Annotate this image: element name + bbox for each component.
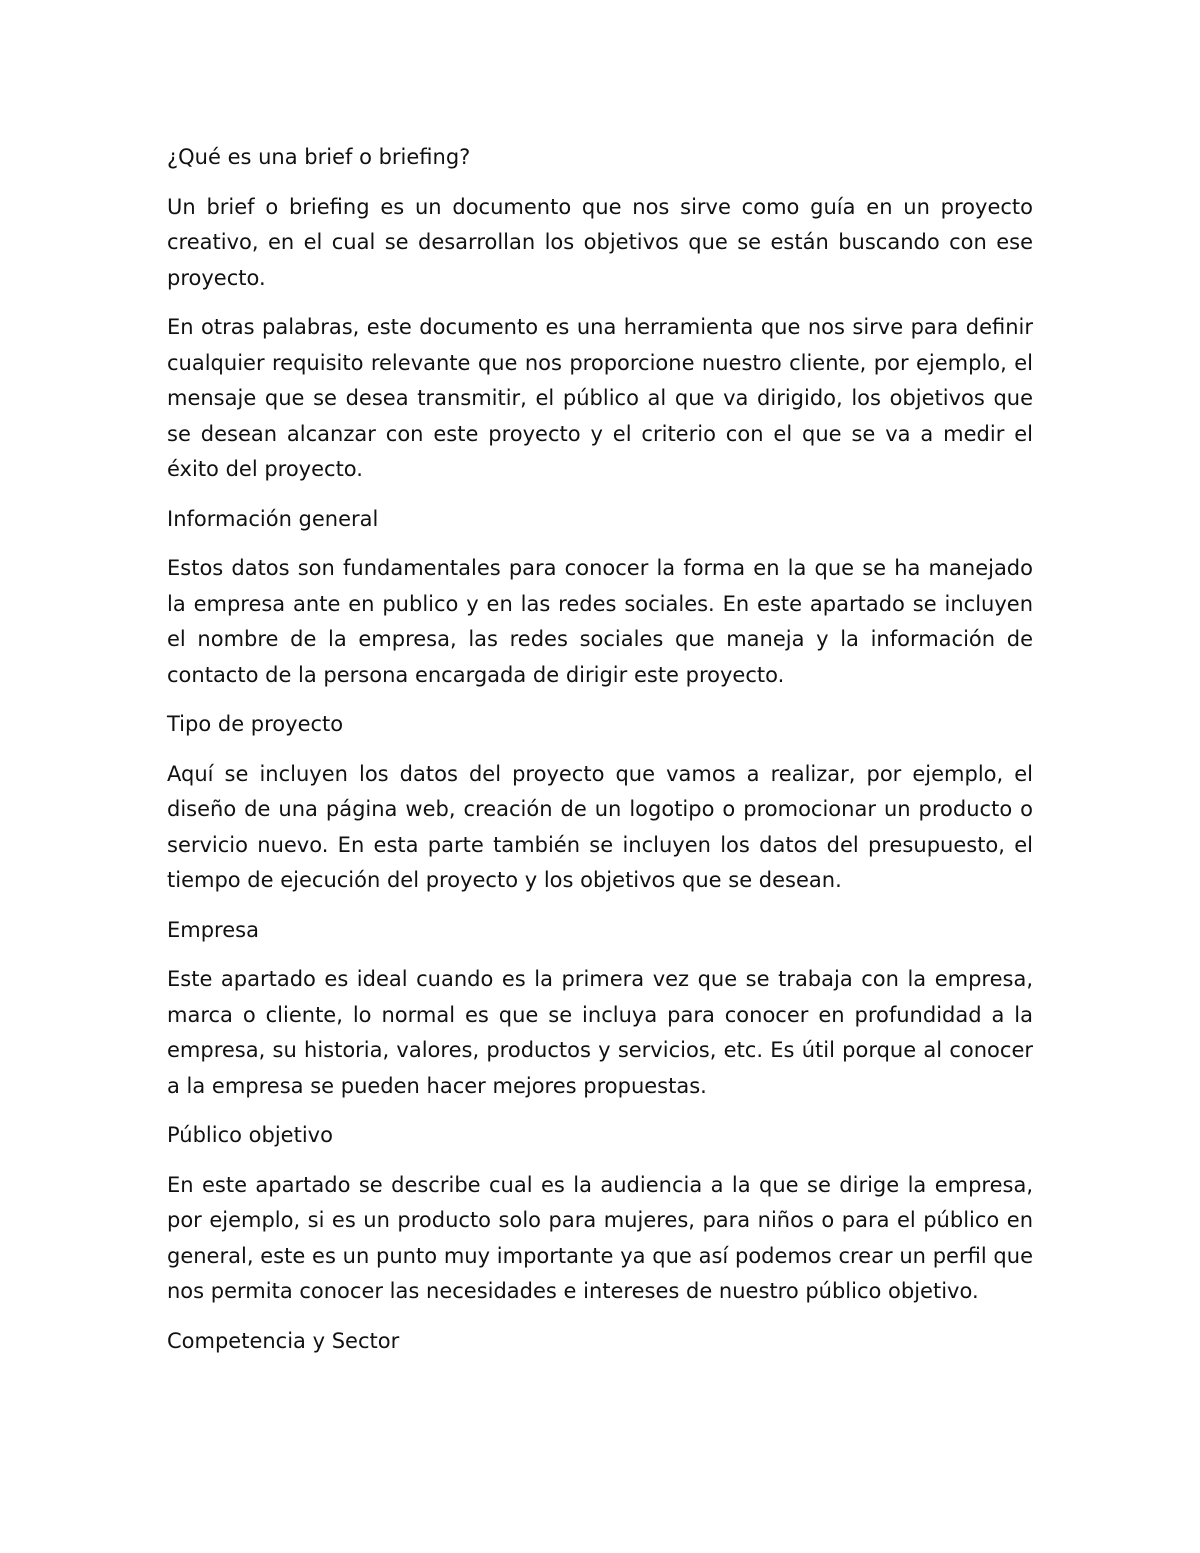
section-body-informacion-general: Estos datos son fundamentales para conocer la forma en la que se ha manejado la empresa ante en publico y en las redes sociales. En este apartado se incluyen el nombre de la empresa, las redes sociales que maneja y la información de contacto de la persona encargada de dirigir este proyecto. <box>167 556 1033 687</box>
section-heading-publico-objetivo: Público objetivo <box>167 1123 333 1147</box>
section-body-publico-objetivo: En este apartado se describe cual es la audiencia a la que se dirige la empresa, por ejemplo, si es un producto solo para mujeres, para niños o para el público en general, este es un punto muy importante ya que así podemos crear un perfil que nos permita conocer las necesidades e intereses de nuestro público objetivo. <box>167 1172 1033 1303</box>
section-body-empresa: Este apartado es ideal cuando es la primera vez que se trabaja con la empresa, marca o cliente, lo normal es que se incluya para conocer en profundidad a la empresa, su historia, valores, productos y servicios, etc. Es útil porque al conocer a la empresa se pueden hacer mejores propuestas. <box>167 967 1033 1098</box>
section-heading-empresa: Empresa <box>167 917 259 942</box>
intro-paragraph: Un brief o briefing es un documento que nos sirve como guía en un proyecto creativo, en el cual se desarrollan los objetivos que se están buscando con ese proyecto. <box>167 194 1033 290</box>
section-heading-informacion-general: Información general <box>167 506 379 531</box>
document-content <box>167 140 1033 1373</box>
section-heading-competencia-y-sector: Competencia y Sector <box>167 1328 400 1353</box>
intro-paragraph: En otras palabras, este documento es una herramienta que nos sirve para definir cualquier requisito relevante que nos proporcione nuestro cliente, por ejemplo, el mensaje que se desea transmitir, el público al que va dirigido, los objetivos que se desean alcanzar con este proyecto y el criterio con el que se va a medir el éxito del proyecto. <box>167 315 1033 481</box>
document-title: ¿Qué es una brief o briefing? <box>167 145 471 169</box>
section-heading-tipo-de-proyecto: Tipo de proyecto <box>167 712 344 736</box>
section-body-tipo-de-proyecto: Aquí se incluyen los datos del proyecto que vamos a realizar, por ejemplo, el diseño de una página web, creación de un logotipo o promocionar un producto o servicio nuevo. En esta parte también se incluyen los datos del presupuesto, el tiempo de ejecución del proyecto y los objetivos que se desean. <box>167 761 1033 892</box>
